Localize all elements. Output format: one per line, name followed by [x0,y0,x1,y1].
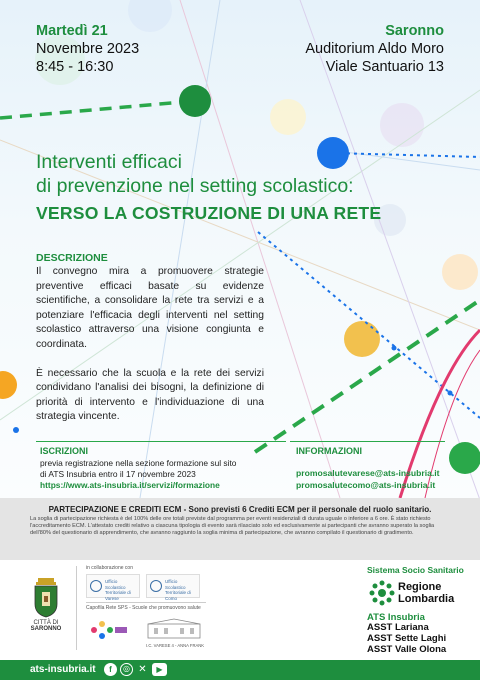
description-paragraph-1: Il convegno mira a promuovere strategie preventive efficaci basate su evidenze scientifiche, a consolidare la rete tra servizi e a potenziare l'efficacia degli interventi nel setting scolastico attraverso una visione congiunta e coordinata. [36,266,264,350]
saronno-label-line-1: CITTÀ DI [33,620,59,626]
event-month-year: Novembre 2023 [36,41,140,57]
registration-heading: ISCRIZIONI [40,446,89,456]
venue-address: Viale Santuario 13 [325,59,444,75]
registration-line-1: previa registrazione nella sezione formazione sul sito [40,458,237,468]
info-email-como[interactable]: promosalutecomo@ats-insubria.it [296,479,436,490]
event-date [36,22,139,76]
regione-text-line-1: Regione [398,581,442,593]
logo-divider [76,566,77,650]
description-heading: DESCRIZIONE [36,252,108,264]
title-line-2: di prevenzione nel setting scolastico: [36,175,354,197]
title-line-1: Interventi efficaci [36,151,182,173]
school-building-icon [146,618,202,640]
footer-bar [0,660,480,680]
sps-label: Capofila Rete SPS - Scuole che promuovono salute [86,605,201,611]
logos-section [0,560,480,660]
regione-lombardia-text [398,581,454,605]
saronno-label-line-2: SARONNO [30,626,62,632]
regione-text-line-2: Lombardia [398,593,455,605]
instagram-icon[interactable]: ◎ [120,663,133,676]
registration-line-2: di ATS Insubria entro il 17 novembre 2023 [40,468,196,479]
rosa-camuna-icon [369,580,395,606]
logo-divider [86,602,206,603]
ecm-text: La soglia di partecipazione richiesta è del 100% delle ore totali previste dal programma per eventi residenziali di durata uguale o inferiore a 6 ore. È stato richiesto l'accreditamento ECM. L'attestato crediti relativo a ciascuna tipologia di evento sarà rilasciato solo ed esclusivamente ai partecipanti che avranno superato la soglia dell'80% del questionario di apprendimento, che avranno raggiunto la soglia minima di partecipazione, che avranno compilato il questionario di gradimento. [30,516,435,537]
event-day: Martedì 21 [36,23,108,39]
registration-info [40,458,280,490]
event-time: 8:45 - 16:30 [36,59,114,75]
usr-como-logo [146,574,200,601]
footer-url[interactable]: ats-insubria.it [30,664,96,675]
regione-lombardia-logo [367,579,467,607]
registration-link[interactable]: https://www.ats-insubria.it/servizi/formazione [40,479,220,490]
facebook-icon[interactable]: f [104,663,117,676]
event-venue [305,22,444,76]
usr-como-text: Ufficio Scolastico Territoriale di Como [165,579,191,601]
divider [36,441,286,442]
usr-varese-text: Ufficio Scolastico Territoriale di Varese [105,579,131,601]
star-emblem-icon [150,580,162,592]
asst-valle-olona: ASST Valle Olona [367,643,447,655]
saronno-label [28,620,64,632]
asst-list [367,623,446,655]
description-paragraph-2: È necessario che la scuola e la rete dei servizi condividano l'analisi dei bisogni, la definizione di priorità di intervento e l'individuazione di una strategia vincente. [36,367,264,423]
youtube-icon[interactable]: ▶ [152,663,167,676]
venue-name: Auditorium Aldo Moro [305,41,444,57]
description-body [36,265,264,439]
sistema-label: Sistema Socio Sanitario [367,565,464,575]
divider [290,441,445,442]
usr-varese-logo [86,574,140,601]
title-main: VERSO LA COSTRUZIONE DI UNA RETE [36,203,382,223]
regione-ats-block [367,565,464,655]
info-contacts [296,468,440,491]
info-heading: INFORMAZIONI [296,446,362,456]
collab-label: in collaborazione con [86,565,133,571]
saronno-coat-of-arms-icon [31,578,61,618]
star-emblem-icon [90,580,102,592]
x-icon[interactable]: ✕ [138,664,147,675]
ats-insubria-label: ATS Insubria [367,612,425,623]
sps-network-logo-icon [88,618,128,642]
ecm-heading: PARTECIPAZIONE E CREDITI ECM - Sono previsti 6 Crediti ECM per il personale del ruolo sanitario. [48,505,432,514]
info-email-varese[interactable]: promosalutevarese@ats-insubria.it [296,468,440,478]
asst-lariana: ASST Lariana [367,622,429,633]
asst-sette-laghi: ASST Sette Laghi [367,632,447,644]
event-city: Saronno [385,23,444,39]
ecm-section [0,498,480,560]
title-subtitle [36,150,354,198]
school-label: I.C. VARESE 4 - ANNA FRANK [146,643,205,648]
